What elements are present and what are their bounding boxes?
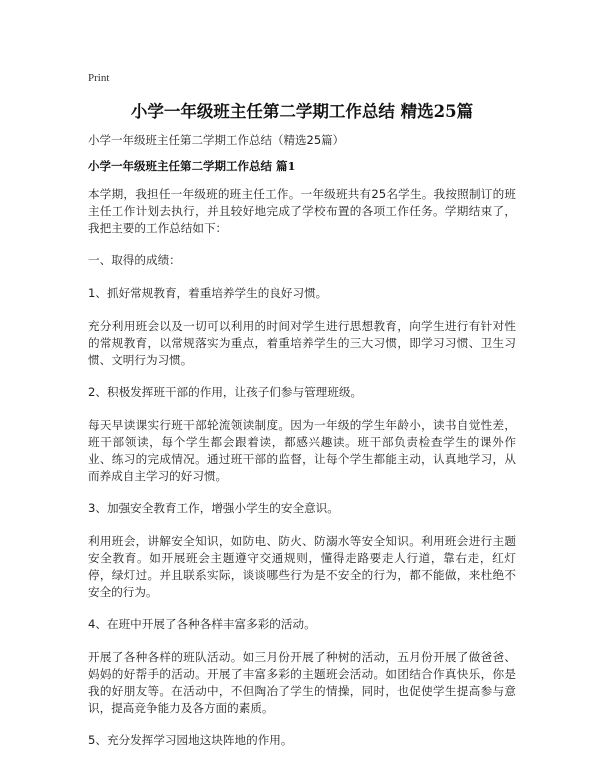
paragraph-item-1: 1、抓好常规教育，着重培养学生的良好习惯。 (88, 286, 328, 300)
paragraph-item-3: 3、加强安全教育工作，增强小学生的安全意识。 (88, 501, 339, 515)
paragraph-item-4-detail: 开展了各种各样的班队活动。如三月份开展了种树的活动，五月份开展了做爸爸、妈妈的好帮手的活动。开展了丰富多彩的主题班会活动。如团结合作真快乐，你是我的好朋友等。在活动中，不但陶冶了学生的情操，同时，也促使学生提高参与意识，提高竞争能力及各方面的素质。 (88, 650, 516, 715)
paragraph-item-3-detail: 利用班会，讲解安全知识，如防电、防火、防溺水等安全知识。利用班会进行主题安全教育。如开展班会主题遵守交通规则，懂得走路要走人行道，靠右走，红灯停，绿灯过。并且联系实际，谈谈哪些行为是不安全的行为，都不能做，来杜绝不安全的行为。 (88, 534, 516, 599)
document-body (88, 186, 516, 765)
document-title: 小学一年级班主任第二学期工作总结 精选25篇 (130, 102, 474, 121)
paragraph-item-5: 5、充分发挥学习园地这块阵地的作用。 (88, 733, 293, 747)
paragraph-intro: 本学期，我担任一年级班的班主任工作。一年级班共有25名学生。我按照制订的班主任工作计划去执行，并且较好地完成了学校布置的各项工作任务。学期结束了，我把主要的工作总结如下： (88, 187, 516, 235)
section-heading: 小学一年级班主任第二学期工作总结 篇1 (88, 159, 296, 173)
paragraph-item-2-detail: 每天早读课实行班干部轮流领读制度。因为一年级的学生年龄小，读书自觉性差，班干部领读，每个学生都会跟着读，都感兴趣读。班干部负责检查学生的课外作业、练习的完成情况。通过班干部的监督，让每个学生都能主动，认真地学习，从而养成自主学习的好习惯。 (88, 418, 516, 483)
print-link[interactable]: Print (88, 72, 110, 84)
paragraph-heading-achievements: 一、取得的成绩： (88, 253, 181, 267)
paragraph-item-4: 4、在班中开展了各种各样丰富多彩的活动。 (88, 617, 316, 631)
paragraph-item-2: 2、积极发挥班干部的作用，让孩子们参与管理班级。 (88, 385, 363, 399)
paragraph-item-1-detail: 充分利用班会以及一切可以利用的时间对学生进行思想教育，向学生进行有针对性的常规教育，以常规落实为重点，着重培养学生的三大习惯，即学习习惯、卫生习惯、文明行为习惯。 (88, 319, 516, 367)
document-subtitle: 小学一年级班主任第二学期工作总结（精选25篇） (88, 133, 345, 147)
